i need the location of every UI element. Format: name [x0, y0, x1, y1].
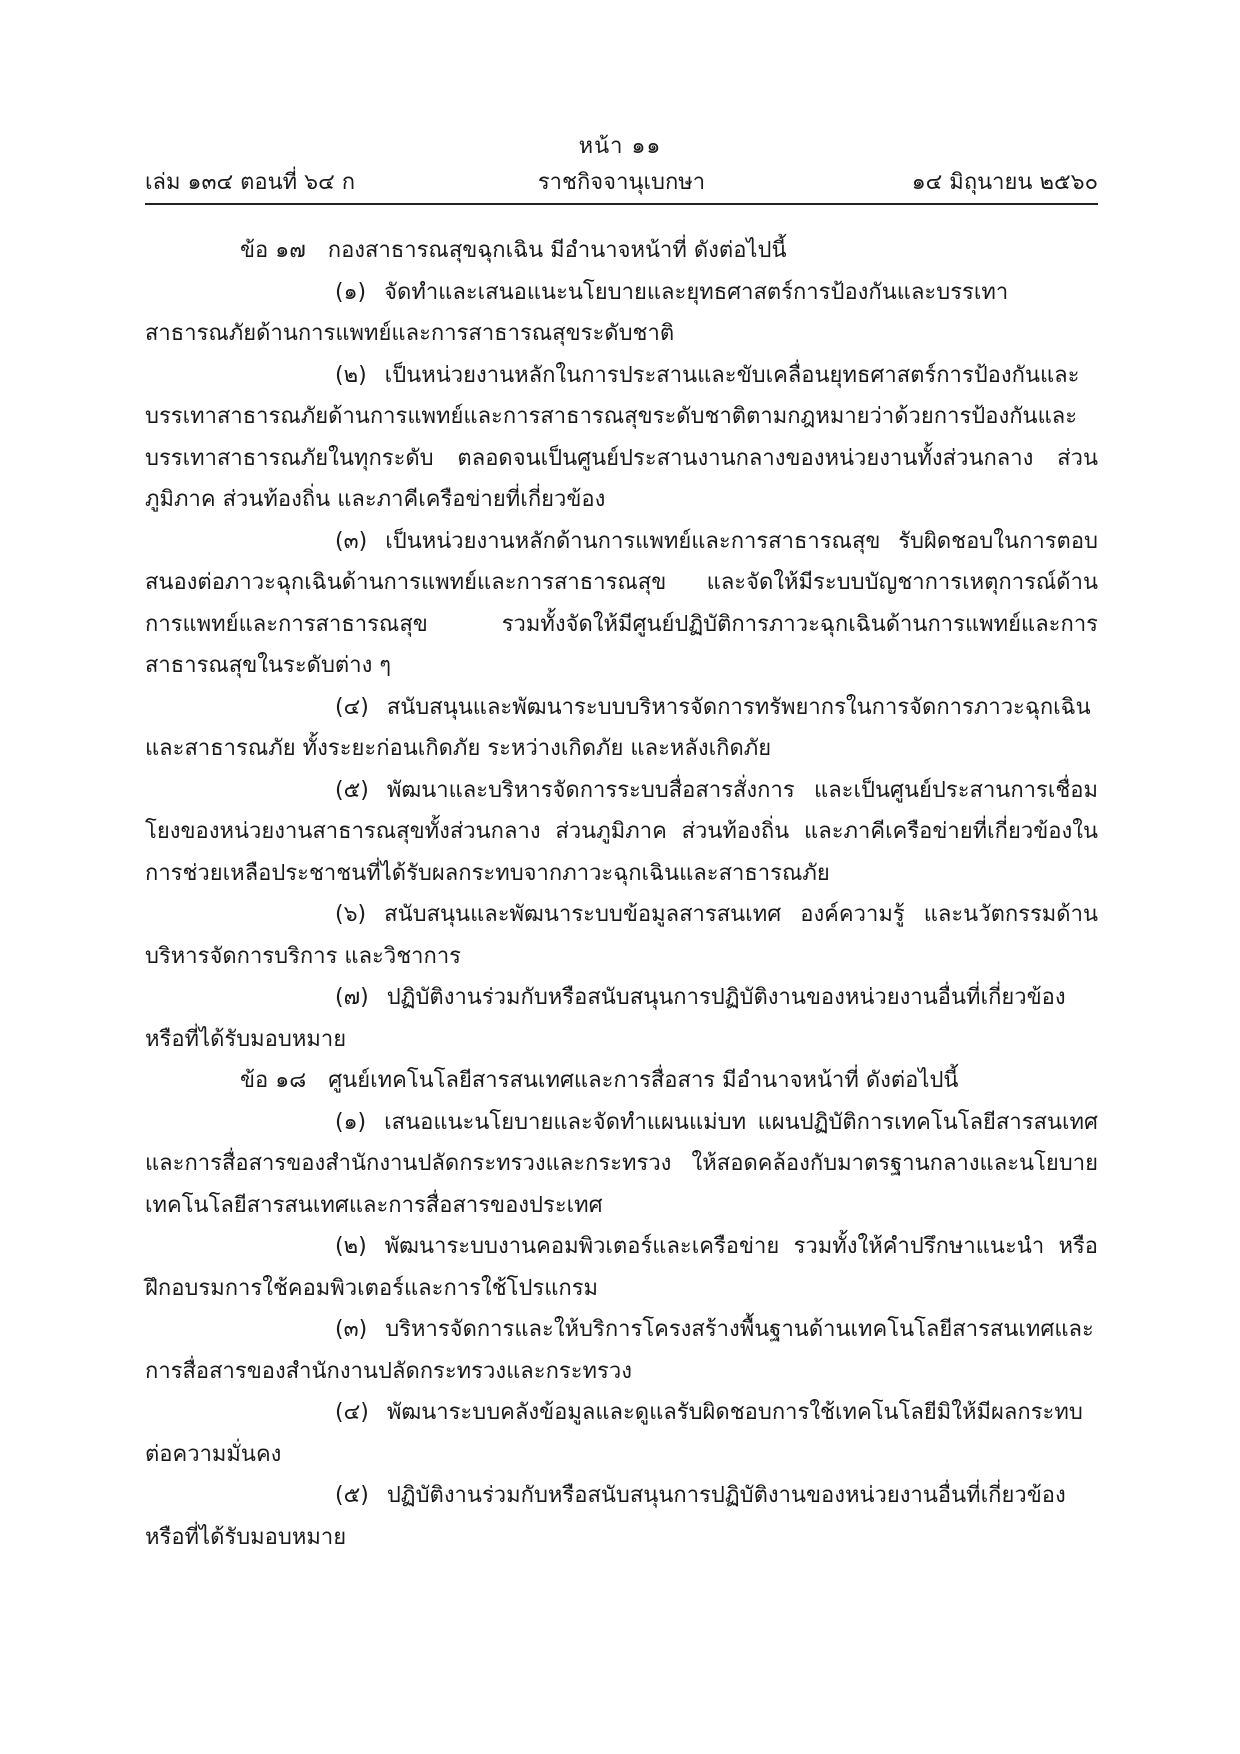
item-number: (๗) — [335, 985, 369, 1010]
item-number: (๓) — [335, 528, 368, 554]
clause-17-text: กองสาธารณสุขฉุกเฉิน มีอำนาจหน้าที่ ดังต่อไปนี้ — [327, 238, 787, 263]
clause-17-label: ข้อ ๑๗ — [240, 238, 306, 263]
item-number: (๔) — [335, 694, 369, 720]
clause-17-item-4 — [145, 687, 1098, 770]
page-header — [145, 164, 1098, 198]
item-number: (๑) — [335, 279, 367, 305]
clause-17-item-7 — [145, 977, 1098, 1060]
clause-18-text: ศูนย์เทคโนโลยีสารสนเทศและการสื่อสาร มีอำนาจหน้าที่ ดังต่อไปนี้ — [328, 1068, 959, 1093]
item-text: เป็นหน่วยงานหลักด้านการแพทย์และการสาธารณสุข รับผิดชอบในการตอบสนองต่อภาวะฉุกเฉินด้านการแพทย์และการสาธารณสุข และจัดให้มีระบบบัญชาการเหตุการณ์ด้านการแพทย์และการสาธารณสุข รวมทั้งจัดให้มีศูนย์ปฏิบัติการภาวะฉุกเฉินด้านการแพทย์และการสาธารณสุขในระดับต่าง ๆ — [145, 528, 1098, 678]
clause-18-label: ข้อ ๑๘ — [240, 1068, 307, 1093]
item-number: (๕) — [335, 1483, 369, 1508]
item-text: ปฏิบัติงานร่วมกับหรือสนับสนุนการปฏิบัติงานของหน่วยงานอื่นที่เกี่ยวข้องหรือที่ได้รับมอบหมาย — [145, 1483, 1066, 1550]
item-text: พัฒนาและบริหารจัดการระบบสื่อสารสั่งการ และเป็นศูนย์ประสานการเชื่อมโยงของหน่วยงานสาธารณสุขทั้งส่วนกลาง ส่วนภูมิภาค ส่วนท้องถิ่น และภาคีเครือข่ายที่เกี่ยวข้องในการช่วยเหลือประชาชนที่ได้รับผลกระทบจากภาวะฉุกเฉินและสาธารณภัย — [145, 777, 1098, 886]
clause-17-item-3 — [145, 521, 1098, 687]
clause-17-item-6 — [145, 894, 1098, 977]
clause-17-item-1 — [145, 272, 1098, 355]
item-text: พัฒนาระบบงานคอมพิวเตอร์และเครือข่าย รวมทั้งให้คำปรึกษาแนะนำ หรือฝึกอบรมการใช้คอมพิวเตอร์และการใช้โปรแกรม — [145, 1234, 1098, 1301]
clause-18-item-2 — [145, 1226, 1098, 1309]
item-number: (๑) — [335, 1109, 367, 1135]
publication-date: ๑๔ มิถุนายน ๒๕๖๐ — [911, 170, 1098, 195]
publication-title: ราชกิจจานุเบกษา — [537, 170, 706, 195]
clause-17-heading — [145, 230, 1098, 272]
item-text: เสนอแนะนโยบายและจัดทำแผนแม่บท แผนปฏิบัติการเทคโนโลยีสารสนเทศและการสื่อสารของสำนักงานปลัดกระทรวงและกระทรวง ให้สอดคล้องกับมาตรฐานกลางและนโยบายเทคโนโลยีสารสนเทศและการสื่อสารของประเทศ — [145, 1109, 1098, 1218]
clause-18-item-4 — [145, 1392, 1098, 1475]
item-number: (๕) — [335, 777, 369, 803]
item-number: (๓) — [335, 1317, 368, 1342]
item-number: (๖) — [335, 902, 367, 927]
item-number: (๒) — [335, 362, 367, 388]
clause-18-item-5 — [145, 1475, 1098, 1558]
volume-issue: เล่ม ๑๓๔ ตอนที่ ๖๔ ก — [145, 170, 356, 195]
clause-17-item-2 — [145, 355, 1098, 521]
item-text: จัดทำและเสนอแนะนโยบายและยุทธศาสตร์การป้องกันและบรรเทาสาธารณภัยด้านการแพทย์และการสาธารณสุขระดับชาติ — [145, 279, 1009, 346]
document-body — [145, 230, 1098, 1558]
clause-18-item-3 — [145, 1309, 1098, 1392]
item-text: ปฏิบัติงานร่วมกับหรือสนับสนุนการปฏิบัติงานของหน่วยงานอื่นที่เกี่ยวข้องหรือที่ได้รับมอบหมาย — [145, 985, 1066, 1052]
item-text: สนับสนุนและพัฒนาระบบข้อมูลสารสนเทศ องค์ความรู้ และนวัตกรรมด้านบริหารจัดการบริการ และวิชาการ — [145, 902, 1098, 969]
clause-18-heading — [145, 1060, 1098, 1102]
item-number: (๒) — [335, 1234, 367, 1259]
item-text: เป็นหน่วยงานหลักในการประสานและขับเคลื่อนยุทธศาสตร์การป้องกันและบรรเทาสาธารณภัยด้านการแพทย์และการสาธารณสุขระดับชาติตามกฎหมายว่าด้วยการป้องกันและบรรเทาสาธารณภัยในทุกระดับ ตลอดจนเป็นศูนย์ประสานงานกลางของหน่วยงานทั้งส่วนกลาง ส่วนภูมิภาค ส่วนท้องถิ่น และภาคีเครือข่ายที่เกี่ยวข้อง — [145, 362, 1098, 512]
item-number: (๔) — [335, 1400, 369, 1425]
page-number: หน้า ๑๑ — [578, 134, 662, 159]
item-text: บริหารจัดการและให้บริการโครงสร้างพื้นฐานด้านเทคโนโลยีสารสนเทศและการสื่อสารของสำนักงานปลัดกระทรวงและกระทรวง — [145, 1317, 1094, 1384]
item-text: สนับสนุนและพัฒนาระบบบริหารจัดการทรัพยากรในการจัดการภาวะฉุกเฉินและสาธารณภัย ทั้งระยะก่อนเกิดภัย ระหว่างเกิดภัย และหลังเกิดภัย — [145, 694, 1091, 761]
clause-17-item-5 — [145, 770, 1098, 895]
header-divider — [145, 203, 1098, 205]
clause-18-item-1 — [145, 1102, 1098, 1227]
item-text: พัฒนาระบบคลังข้อมูลและดูแลรับผิดชอบการใช้เทคโนโลยีมิให้มีผลกระทบต่อความมั่นคง — [145, 1400, 1083, 1467]
